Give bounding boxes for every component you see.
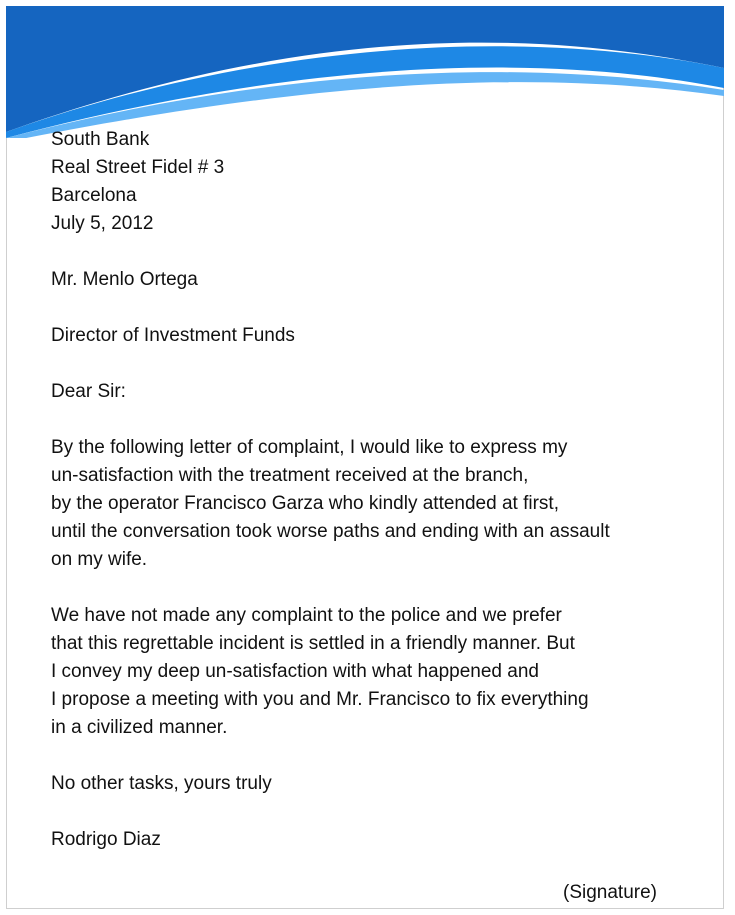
sender-city: Barcelona: [51, 185, 137, 206]
salutation: Dear Sir:: [51, 381, 126, 402]
paragraph-line: We have not made any complaint to the police and we prefer: [51, 605, 562, 626]
paragraph-line: in a civilized manner.: [51, 717, 228, 738]
paragraph-line: un-satisfaction with the treatment received at the branch,: [51, 465, 529, 486]
paragraph-line: until the conversation took worse paths and ending with an assault: [51, 521, 610, 542]
paragraph-line: By the following letter of complaint, I would like to express my: [51, 437, 568, 458]
recipient-name: Mr. Menlo Ortega: [51, 269, 198, 290]
paragraph-request: [51, 602, 711, 742]
sender-block: [51, 126, 711, 238]
sender-street: Real Street Fidel # 3: [51, 157, 225, 178]
letter-date: July 5, 2012: [51, 213, 154, 234]
signer-name: Rodrigo Diaz: [51, 829, 161, 850]
paragraph-line: by the operator Francisco Garza who kindly attended at first,: [51, 493, 559, 514]
paragraph-complaint: [51, 434, 711, 574]
paragraph-line: that this regrettable incident is settled in a friendly manner. But: [51, 633, 575, 654]
paragraph-line: I convey my deep un-satisfaction with what happened and: [51, 661, 539, 682]
paragraph-line: I propose a meeting with you and Mr. Francisco to fix everything: [51, 689, 589, 710]
recipient-title: Director of Investment Funds: [51, 325, 295, 346]
letter-body: [51, 126, 711, 854]
paragraph-line: on my wife.: [51, 549, 148, 570]
header-wave-decoration: [6, 6, 724, 138]
signature-label: (Signature): [563, 882, 657, 903]
sender-name: South Bank: [51, 129, 150, 150]
closing: No other tasks, yours truly: [51, 773, 272, 794]
